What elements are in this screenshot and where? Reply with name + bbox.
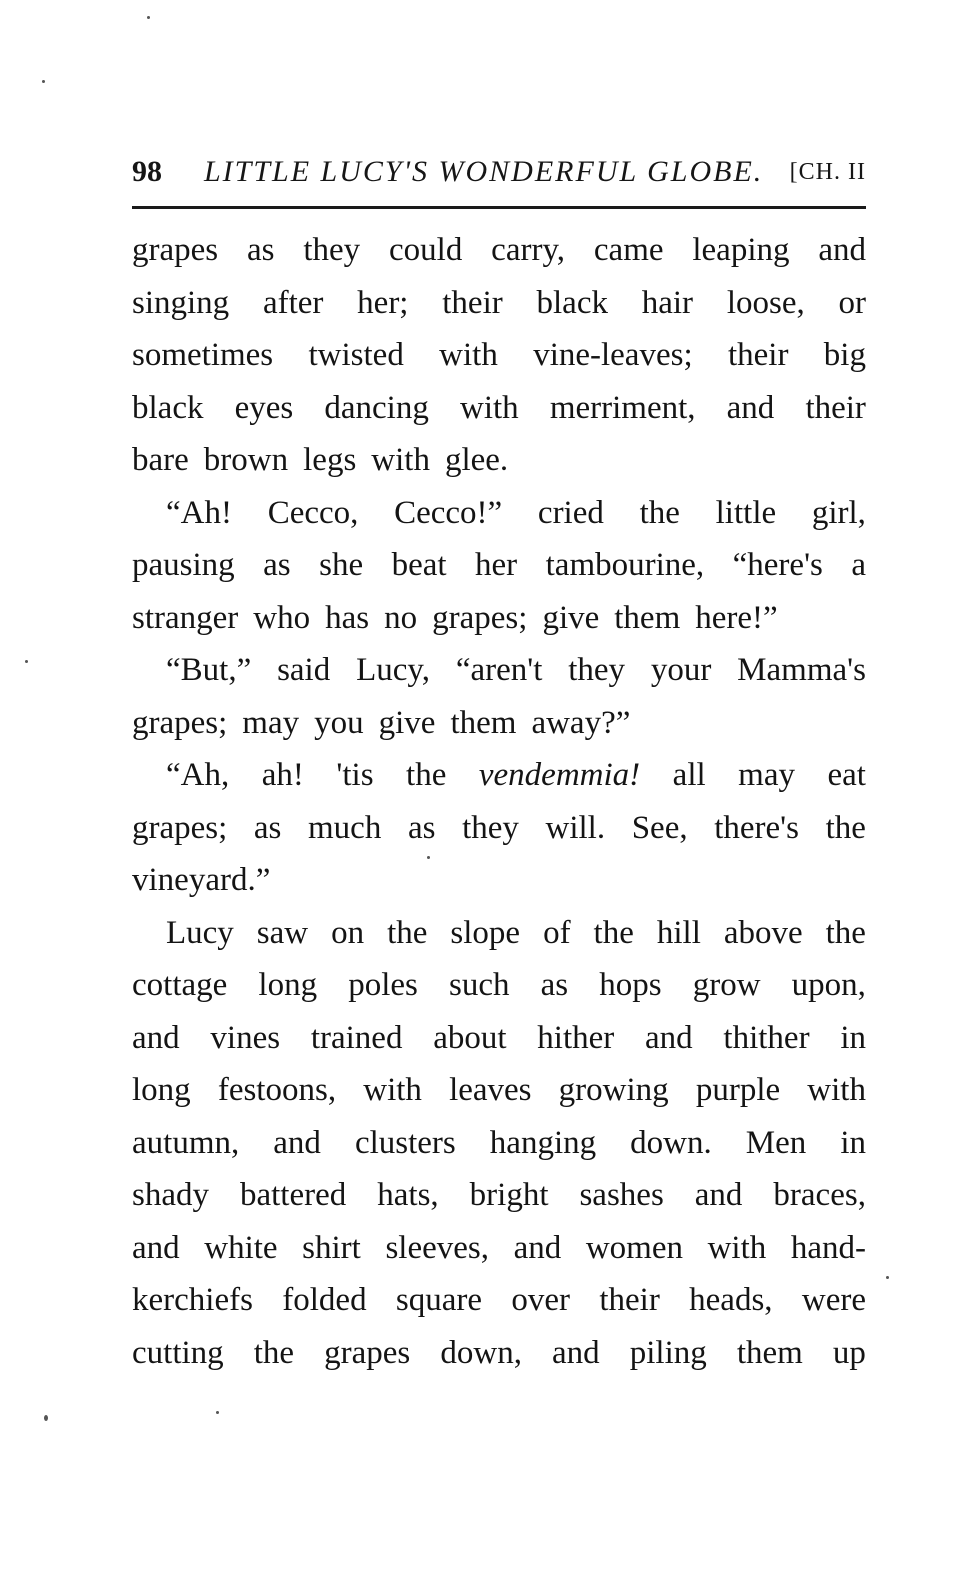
word: Lucy,: [356, 652, 430, 688]
text-line: [132, 224, 866, 277]
word: the: [825, 914, 866, 951]
word: pausing: [132, 547, 235, 583]
word: as: [263, 547, 291, 583]
word: beat: [391, 547, 447, 583]
word: heads,: [689, 1282, 773, 1318]
text-line: [132, 434, 866, 487]
word: came: [593, 232, 664, 268]
word: stranger: [132, 599, 239, 636]
word: and: [818, 232, 866, 268]
word: eyes: [234, 389, 294, 426]
word: bright: [469, 1177, 549, 1213]
word: sleeves,: [385, 1229, 489, 1266]
word: battered: [239, 1177, 347, 1213]
word: thither: [723, 1019, 810, 1056]
header-rule: [132, 206, 866, 209]
word: leaping: [692, 232, 790, 268]
word: hand-: [790, 1229, 866, 1266]
text-line: [132, 907, 866, 960]
text-line: [132, 487, 866, 540]
word: vendemmia!: [478, 757, 641, 793]
text-line: [132, 1274, 866, 1327]
word: long: [258, 967, 318, 1003]
word: slope: [450, 914, 521, 951]
word: grapes;: [132, 704, 228, 741]
word: little: [715, 494, 777, 531]
text-line: [132, 1012, 866, 1065]
word: women: [585, 1229, 683, 1266]
word: ah!: [261, 757, 304, 793]
scan-speck: [147, 16, 150, 19]
word: and: [726, 389, 775, 426]
word: above: [723, 914, 803, 951]
word: her;: [357, 284, 409, 321]
word: grow: [692, 967, 761, 1003]
word: much: [308, 809, 382, 846]
word: them: [614, 599, 681, 636]
word: sashes: [579, 1177, 664, 1213]
word: them: [450, 704, 517, 741]
word: the: [387, 914, 428, 951]
word: after: [262, 284, 324, 321]
word: brown: [203, 442, 289, 478]
word: give: [542, 599, 600, 636]
word: will.: [545, 809, 606, 846]
word: kerchiefs: [132, 1282, 253, 1318]
word: grapes: [324, 1334, 411, 1371]
text-line: [132, 644, 866, 697]
word: their: [442, 284, 503, 321]
word: upon,: [791, 967, 866, 1003]
word: the: [825, 809, 866, 846]
word: as: [540, 967, 569, 1003]
chapter-mark: [CH. II: [789, 159, 866, 185]
word: cutting: [132, 1334, 224, 1371]
word: folded: [282, 1282, 367, 1318]
word: has: [325, 599, 370, 636]
word: as: [407, 809, 436, 846]
word: could: [389, 232, 463, 268]
word: all: [672, 757, 706, 793]
word: give: [378, 704, 436, 741]
word: with: [439, 337, 498, 373]
word: as: [246, 232, 275, 268]
word: such: [449, 967, 510, 1003]
word: or: [838, 284, 866, 321]
word: girl,: [811, 494, 866, 531]
word: them: [736, 1334, 803, 1371]
word: festoons,: [217, 1072, 337, 1108]
word: over: [511, 1282, 571, 1318]
word: and: [645, 1019, 693, 1056]
word: cottage: [132, 967, 228, 1003]
word: big: [823, 337, 866, 373]
word: vineyard.”: [132, 862, 271, 898]
body-text: [132, 224, 866, 1379]
word: and: [552, 1334, 600, 1371]
word: vines: [210, 1019, 281, 1056]
word: the: [406, 757, 447, 793]
running-title: LITTLE LUCY'S WONDERFUL GLOBE.: [204, 155, 764, 188]
word: dancing: [324, 389, 429, 426]
word: long: [132, 1072, 191, 1108]
word: twisted: [308, 337, 404, 373]
word: may: [738, 757, 795, 793]
word: you: [314, 704, 364, 741]
word: braces,: [773, 1177, 866, 1213]
word: down.: [630, 1124, 712, 1161]
word: Mamma's: [737, 652, 866, 688]
word: up: [832, 1334, 866, 1371]
word: Cecco,: [267, 494, 359, 531]
word: grapes: [132, 232, 219, 268]
word: growing: [558, 1072, 669, 1108]
word: may: [242, 704, 300, 741]
word: Lucy: [166, 914, 234, 951]
word: hanging: [489, 1124, 597, 1161]
text-line: [132, 539, 866, 592]
text-line: [132, 1327, 866, 1380]
word: clusters: [354, 1124, 456, 1161]
text-line: [132, 749, 866, 802]
word: “aren't: [455, 652, 543, 688]
text-line: [132, 802, 866, 855]
word: hair: [641, 284, 694, 321]
word: grapes;: [132, 809, 228, 846]
word: and: [513, 1229, 562, 1266]
word: with: [460, 389, 519, 426]
word: with: [807, 1072, 866, 1108]
word: Cecco!”: [394, 494, 503, 531]
word: no: [384, 599, 418, 636]
word: singing: [132, 284, 230, 321]
scan-speck: [886, 1276, 889, 1279]
word: away?”: [531, 704, 631, 741]
word: and: [694, 1177, 743, 1213]
word: the: [639, 494, 680, 531]
word: their: [599, 1282, 660, 1318]
word: with: [371, 442, 430, 478]
word: carry,: [491, 232, 566, 268]
word: eat: [827, 757, 866, 793]
scan-speck: [44, 1415, 48, 1421]
word: saw: [256, 914, 309, 951]
word: poles: [348, 967, 418, 1003]
word: bare: [132, 442, 189, 478]
word: black: [536, 284, 608, 321]
word: tambourine,: [545, 547, 705, 583]
word: a: [851, 547, 866, 583]
word: and: [132, 1229, 180, 1266]
word: 'tis: [336, 757, 374, 793]
word: their: [727, 337, 789, 373]
word: she: [319, 547, 364, 583]
word: grapes;: [432, 599, 528, 636]
text-line: [132, 592, 866, 645]
word: they: [303, 232, 361, 268]
word: hill: [656, 914, 701, 951]
text-line: [132, 959, 866, 1012]
word: down,: [440, 1334, 522, 1371]
text-line: [132, 1064, 866, 1117]
word: legs: [303, 442, 357, 478]
word: “Ah,: [166, 757, 230, 793]
word: cried: [537, 494, 604, 531]
word: there's: [714, 809, 799, 846]
word: loose,: [726, 284, 805, 321]
running-header: [132, 152, 866, 192]
word: sometimes: [132, 337, 274, 373]
word: her: [475, 547, 518, 583]
word: they: [568, 652, 626, 688]
word: Men: [745, 1124, 807, 1161]
word: “Ah!: [166, 494, 232, 531]
word: “But,”: [166, 652, 252, 688]
word: white: [204, 1229, 278, 1266]
word: were: [801, 1282, 866, 1318]
word: of: [543, 914, 571, 951]
word: their: [805, 389, 866, 426]
page-number: 98: [132, 155, 162, 188]
word: with: [707, 1229, 767, 1266]
word: and: [273, 1124, 321, 1161]
word: glee.: [444, 442, 509, 478]
text-line: [132, 697, 866, 750]
word: on: [331, 914, 365, 951]
text-line: [132, 329, 866, 382]
word: your: [650, 652, 712, 688]
text-line: [132, 1169, 866, 1222]
word: hops: [599, 967, 662, 1003]
word: who: [253, 599, 311, 636]
word: they: [462, 809, 519, 846]
scan-speck: [427, 856, 430, 859]
text-line: [132, 1222, 866, 1275]
word: shirt: [302, 1229, 361, 1266]
scan-speck: [216, 1411, 219, 1414]
text-line: [132, 854, 866, 907]
text-line: [132, 1117, 866, 1170]
word: autumn,: [132, 1124, 240, 1161]
word: “here's: [732, 547, 823, 583]
text-line: [132, 277, 866, 330]
word: shady: [132, 1177, 209, 1213]
word: square: [395, 1282, 483, 1318]
word: hats,: [377, 1177, 439, 1213]
word: in: [840, 1019, 866, 1056]
word: said: [277, 652, 331, 688]
scan-speck: [25, 660, 28, 663]
word: black: [132, 389, 204, 426]
word: about: [433, 1019, 507, 1056]
word: here!”: [695, 599, 778, 636]
word: the: [253, 1334, 295, 1371]
word: leaves: [449, 1072, 532, 1108]
word: in: [840, 1124, 866, 1161]
word: merriment,: [549, 389, 696, 426]
word: with: [363, 1072, 422, 1108]
word: See,: [631, 809, 688, 846]
word: the: [593, 914, 634, 951]
word: hither: [537, 1019, 615, 1056]
word: piling: [629, 1334, 707, 1371]
scan-speck: [42, 80, 45, 83]
word: and: [132, 1019, 180, 1056]
word: vine-leaves;: [533, 337, 693, 373]
text-line: [132, 382, 866, 435]
word: trained: [310, 1019, 403, 1056]
word: as: [253, 809, 282, 846]
word: purple: [695, 1072, 781, 1108]
